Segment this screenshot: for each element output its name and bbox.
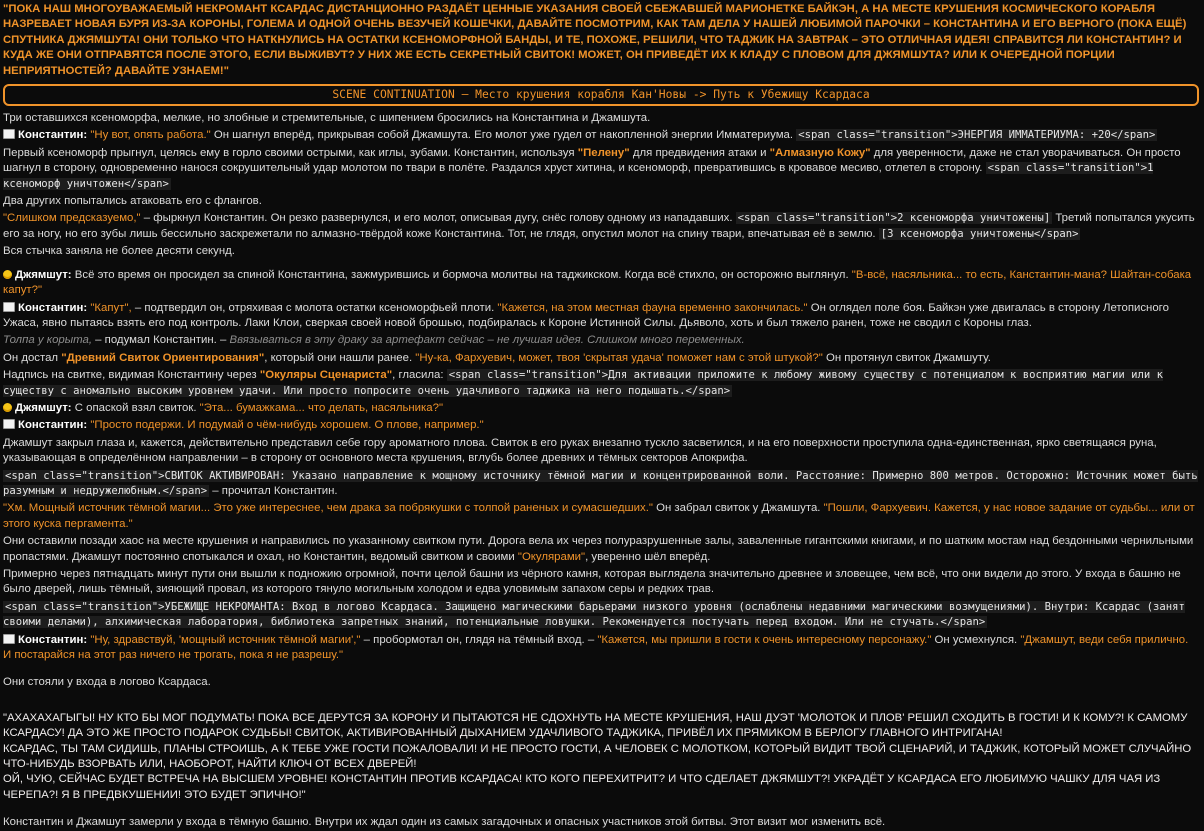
thought-text: Толпа у корыта, (3, 334, 93, 347)
speaker-name: Константин: (18, 633, 88, 646)
narration-text: – подумал Константин. – (92, 334, 230, 347)
narration-text: Надпись на свитке, видимая Константину через (3, 369, 260, 382)
white-square-icon (3, 302, 15, 312)
story-paragraph (3, 567, 1199, 598)
narration-text: Два других попытались атаковать его с флангов. (3, 195, 262, 208)
system-tag: <span class="transition">УБЕЖИЩЕ НЕКРОМАНТА: Вход в логово Ксардаса. Защищено магическими барьерами низкого уровня (ослаблены недавними магическими возмущениями). Внутри: Ксардас (занят своими делами), алхимическая лаборатория, библиотека запретных знаний, потенциальные ловушки. Рекомендуется постучать перед входом. Или не стучать.</span> (3, 600, 1185, 629)
system-tag: <span class="transition">ЭНЕРГИЯ ИММАТЕРИУМА: +20</span> (798, 129, 1156, 142)
narration-text: , уверенно шёл вперёд. (585, 550, 711, 563)
narration-text: – прочитал Константин. (209, 484, 338, 497)
story-paragraph (3, 501, 1199, 532)
dialogue-konstantin (3, 418, 1199, 433)
dialogue-quote: "Кажется, мы пришли в гости к очень интересному персонажу." (597, 633, 932, 646)
dialogue-quote: "Пошли, Фархуевич. Кажется, у нас новое задание от судьбы... или от этого куска пергамента." (3, 502, 1195, 530)
narration-text: для предвидения атаки и (629, 146, 770, 159)
narration-text: Третий попытался укусить его за ногу, но его зубы лишь бессильно заскрежетали по алмазно-твёрдой коже Константина. Тот, не глядя, опустил молот на спину твари, впечатывая её в землю. (3, 212, 1195, 240)
item-name: "Древний Свиток Ориентирования" (61, 351, 265, 364)
narration-text: Три оставшихся ксеноморфа, мелкие, но злобные и стремительные, с шипением бросились на Константина и Джамшута. (3, 112, 651, 125)
narrator-line: "АХАХАХАГЫГЫ! НУ КТО БЫ МОГ ПОДУМАТЬ! ПОКА ВСЕ ДЕРУТСЯ ЗА КОРОНУ И ПЫТАЮТСЯ НЕ СДОХНУТЬ НА МЕСТЕ КРУШЕНИЯ, НАШ ДУЭТ 'МОЛОТОК И ПЛОВ' РЕШИЛ СХОДИТЬ В ГОСТИ! И К КОМУ?! К САМОМУ КСАРДАСУ! ДА ЭТО ЖЕ ПРОСТО ПОДАРОК СУДЬБЫ! СВИТОК, АКТИВИРОВАННЫЙ ДЫХАНИЕМ УДАЧЛИВОГО ТАДЖИКА, ПРИВЁЛ ИХ ПРЯМИКОМ В БЕРЛОГУ ГЛАВНОГО ИНТРИГАНА! (3, 711, 1188, 740)
narration-text: для уверенности, даже не стал уворачиваться. Он просто шагнул в сторону, одновременно нанося сокрушительный удар молотом по твари в полёте. Раздался хруст хитина, и ксеноморф, превратившись в кровавое месиво, отлетел в сторону. (3, 146, 1181, 175)
speaker-name: Константин: (18, 301, 88, 314)
story-paragraph (3, 675, 1199, 690)
story-paragraph (3, 600, 1199, 631)
dialogue-konstantin (3, 301, 1199, 332)
dialogue-quote: "Капут", (90, 301, 132, 314)
narrator-line: ОЙ, ЧУЮ, СЕЙЧАС БУДЕТ ВСТРЕЧА НА ВЫСШЕМ УРОВНЕ! КОНСТАНТИН ПРОТИВ КСАРДАСА! КТО КОГО ПЕРЕХИТРИТ? И ЧТО СДЕЛАЕТ ДЖЯМШУТ?! УКРАДЁТ У КСАРДАСА ЕГО ЛЮБИМУЮ ЧАШКУ ДЛЯ ЧАЯ ИЗ ЧЕРЕПА?! Я В ПРЕДВКУШЕНИИ! ЭТО БУДЕТ ЭПИЧНО!" (3, 773, 1161, 801)
system-tag: <span class="transition">1 ксеноморф уничтожен</span> (3, 162, 1154, 190)
narration-text: , гласила: (392, 369, 447, 382)
dialogue-quote: "Ну-ка, Фархуевич, может, твоя 'скрытая удача' поможет нам с этой штукой?" (415, 351, 823, 364)
story-paragraph (3, 351, 1199, 366)
speaker-name: Константин: (18, 419, 88, 432)
story-paragraph (3, 469, 1199, 500)
system-tag: <span class="transition">СВИТОК АКТИВИРОВАН: Указано направление к мощному источнику тёмной магии и концентрированной воли. Расстояние: Примерно 800 метров. Осторожно: Источник может быть разумным и недружелюбным.</span> (3, 469, 1198, 497)
dialogue-quote: "Слишком предсказуемо," (3, 212, 141, 225)
narration-text: Вся стычка заняла не более десяти секунд. (3, 245, 235, 258)
inner-thought (3, 333, 1199, 348)
narration-text: Первый ксеноморф прыгнул, целясь ему в горло своими острыми, как иглы, зубами. Константин, используя (3, 146, 578, 159)
story-paragraph (3, 436, 1199, 467)
dialogue-konstantin (3, 128, 1199, 143)
narrator-outro (3, 711, 1199, 803)
speaker-name: Джямшут: (15, 401, 72, 414)
speaker-name: Джямшут: (15, 268, 72, 281)
narration-text: Константин и Джамшут замерли у входа в тёмную башню. Внутри их ждал один из самых загадочных и опасных участников этой битвы. Этот визит мог изменить всё. (3, 816, 886, 829)
white-square-icon (3, 419, 15, 429)
narration-text: Примерно через пятнадцать минут пути они вышли к подножию огромной, почти целой башни из чёрного камня, которая выглядела значительно древнее и зловещее, чем всё, что они видели до этого. У входа в башню не было дверей, лишь тёмный, зияющий провал, из которого тянуло могильным холодом и едва уловимым запахом серы и редких трав. (3, 568, 1181, 596)
speaker-name: Константин: (18, 129, 88, 142)
scene-header: SCENE CONTINUATION – Место крушения корабля Кан'Новы -> Путь к Убежищу Ксардаса (3, 84, 1199, 106)
dialogue-quote: "Ну, здравствуй, 'мощный источник тёмной магии'," (90, 633, 361, 646)
narrator-intro: "ПОКА НАШ МНОГОУВАЖАЕМЫЙ НЕКРОМАНТ КСАРДАС ДИСТАНЦИОННО РАЗДАЁТ ЦЕННЫЕ УКАЗАНИЯ СВОЕЙ СБЕЖАВШЕЙ МАРИОНЕТКЕ БАЙКЭН, А НА МЕСТЕ КРУШЕНИЯ КОСМИЧЕСКОГО КОРАБЛЯ НАЗРЕВАЕТ НОВАЯ БУРЯ ИЗ-ЗА КОРОНЫ, ГОЛЕМА И ОДНОЙ ОЧЕНЬ ВЕЗУЧЕЙ КОШЕЧКИ, ДАВАЙТЕ ПОСМОТРИМ, КАК ТАМ ДЕЛА У НАШЕЙ ЛЮБИМОЙ ПАРОЧКИ – КОНСТАНТИНА И ЕГО ВЕРНОГО (ПОКА ЕЩЁ) СПУТНИКА ДЖЯМШУТА! ОНИ ТОЛЬКО ЧТО НАТКНУЛИСЬ НА ОСТАТКИ КСЕНОМОРФНОЙ БАНДЫ, И ТЕ, ПОХОЖЕ, РЕШИЛИ, ЧТО ТАДЖИК НА ЗАВТРАК – ЭТО ОТЛИЧНАЯ ИДЕЯ! СПРАВИТСЯ ЛИ КОНСТАНТИН? И КУДА ЖЕ ОНИ ОТПРАВЯТСЯ ПОСЛЕ ЭТОГО, ЕСЛИ ВЫЖИВУТ? У НИХ ЖЕ ЕСТЬ СЕКРЕТНЫЙ СВИТОК! МОЖЕТ, ОН ПРИВЕДЁТ ИХ К КЛАДУ С ПЛОВОМ ДЛЯ ДЖЯМШУТА? ИЛИ К ОЧЕРЕДНОЙ ПОРЦИИ НЕПРИЯТНОСТЕЙ? ДАВАЙТЕ УЗНАЕМ!" (3, 3, 1187, 77)
narrator-line: КСАРДАС, ТЫ ТАМ СИДИШЬ, ПЛАНЫ СТРОИШЬ, А К ТЕБЕ УЖЕ ГОСТИ ПОЖАЛОВАЛИ! И НЕ ПРОСТО ГОСТИ, А ЧЕЛОВЕК С МОЛОТКОМ, КОТОРЫЙ ВИДИТ ТВОЙ СЦЕНАРИЙ, И ТАДЖИК, КОТОРЫЙ МОЖЕТ СЛУЧАЙНО ЧТО-НИБУДЬ ВЗОРВАТЬ ИЛИ, НАОБОРОТ, НАЙТИ КЛЮЧ ОТ ВСЕХ ДВЕРЕЙ! (3, 742, 1192, 771)
narration-text: Он забрал свиток у Джамшута. (652, 502, 824, 515)
narration-text: Он шагнул вперёд, прикрывая собой Джамшута. Его молот уже гудел от накопленной энергии Имматериума. (210, 129, 797, 142)
story-paragraph (3, 534, 1199, 565)
dialogue-quote: "Джамшут, веди себя прилично. И постарайся на этот раз ничего не трогать, пока я не разрешу." (3, 633, 1189, 662)
yellow-face-icon (3, 403, 12, 412)
white-square-icon (3, 634, 15, 644)
story-paragraph (3, 815, 1199, 830)
dialogue-quote: "Хм. Мощный источник тёмной магии... Это уже интереснее, чем драка за побрякушки с толпой раненых и сумасшедших." (3, 502, 653, 515)
dialogue-dzhyamshut (3, 268, 1199, 299)
narration-text: – подтвердил он, отряхивая с молота остатки ксеноморфьей плоти. (131, 301, 498, 314)
system-tag: <span class="transition">Для активации приложите к любому живому существу с потенциалом к восприятию магии или к существу с аномально высоким уровнем удачи. Или просто попросите очень удачливого таджика на него подышать.</span> (3, 369, 1164, 397)
narration-text: Он усмехнулся. (931, 633, 1021, 646)
dialogue-quote: "Эта... бумажкама... что делать, насяльника?" (199, 401, 443, 414)
dialogue-dzhyamshut (3, 401, 1199, 416)
dialogue-quote: "Кажется, на этом местная фауна временно закончилась." (497, 301, 808, 314)
narration-text: – фыркнул Константин. Он резко развернулся, и его молот, описывая дугу, снёс голову одному из нападавших. (140, 212, 736, 225)
narration-text: Они оставили позади хаос на месте крушения и направились по указанному свитком пути. Дорога вела их через полуразрушенные залы, заваленные гигантскими книгами, и по шатким мостам над бездонными чернильными пропастями. Джамшут постоянно спотыкался и охал, но Константин, ведомый свитком и своими (3, 535, 1194, 563)
narration-text: Он оглядел поле боя. Байкэн уже двигалась в сторону Летописного Ужаса, явно пытаясь взять его под контроль. Лаки Клои, сверкая своей новой брошью, подбиралась к Короне Истинной Силы. Дьяволо, хоть и был тяжело ранен, тоже не сводил с Короны глаз. (3, 301, 1169, 329)
story-log (3, 2, 1199, 831)
system-tag: [3 ксеноморфа уничтожены</span> (880, 227, 1079, 240)
narration-text: Они стояли у входа в логово Ксардаса. (3, 676, 211, 689)
story-paragraph (3, 146, 1199, 192)
story-paragraph (3, 244, 1199, 259)
dialogue-quote: "Ну вот, опять работа." (90, 129, 211, 142)
dialogue-quote: "Окулярами" (517, 550, 586, 563)
narration-text: , который они нашли ранее. (264, 351, 416, 364)
narration-text: Всё это время он просидел за спиной Константина, зажмурившись и бормоча молитвы на таджикском. Когда всё стихло, он осторожно выглянул. (71, 268, 852, 281)
story-paragraph (3, 368, 1199, 399)
white-square-icon (3, 129, 15, 139)
thought-text: Ввязываться в эту драку за артефакт сейчас – не лучшая идея. Слишком много переменных. (229, 334, 745, 347)
narration-text: – пробормотал он, глядя на тёмный вход. – (360, 633, 598, 646)
yellow-face-icon (3, 270, 12, 279)
ability-name: "Пелену" (577, 146, 630, 159)
item-name: "Окуляры Сценариста" (259, 369, 393, 382)
dialogue-quote: "Просто подержи. И подумай о чём-нибудь хорошем. О плове, например." (90, 419, 484, 432)
narration-text: Он достал (3, 351, 62, 364)
story-paragraph (3, 194, 1199, 209)
story-paragraph (3, 111, 1199, 126)
dialogue-konstantin (3, 633, 1199, 664)
narration-text: Он протянул свиток Джамшуту. (822, 351, 991, 364)
story-paragraph (3, 211, 1199, 242)
ability-name: "Алмазную Кожу" (769, 146, 871, 159)
narration-text: С опаской взял свиток. (71, 401, 200, 414)
narration-text: Джамшут закрыл глаза и, кажется, действительно представил себе гору ароматного плова. Свиток в его руках внезапно тускло засветился, и на его поверхности проступила одна-единственная, ярко светящаяся руна, указывающая в определённом направлении – в сторону от основного места крушения, вглубь более древних и тёмных секторов Апокрифа. (3, 436, 1157, 465)
system-tag: <span class="transition">2 ксеноморфа уничтожены] (737, 212, 1051, 225)
dialogue-quote: "В-всё, насяльника... то есть, Канстантин-мана? Шайтан-собака капут?" (3, 268, 1192, 297)
